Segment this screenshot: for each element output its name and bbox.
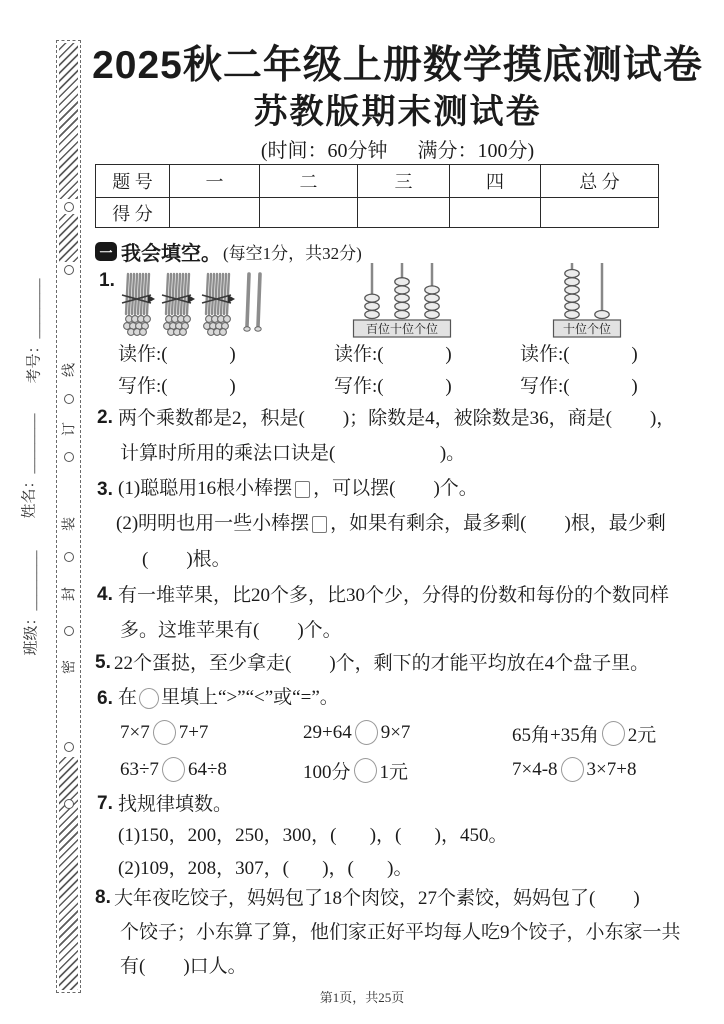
cmp-right: 2元: [627, 725, 657, 746]
question-1-number: 1.: [99, 270, 115, 291]
question-3-sub-2-cont: ( )根。: [142, 549, 231, 570]
comparison-item: [303, 757, 408, 784]
score-table-header-cell: 四: [450, 165, 541, 198]
hatch-marks-upper: [59, 214, 78, 262]
cmp-right: 9×7: [380, 721, 411, 743]
question-2-line-2: 计算时所用的乘法口诀是( )。: [120, 443, 466, 464]
question-5-text: 22个蛋挞，至少拿走( )个，剩下的才能平均放在4个盘子里。: [114, 653, 650, 674]
cmp-left: 29+64: [303, 721, 352, 743]
comparison-item: [120, 757, 227, 782]
q1-read-blank: 读作:( ): [334, 344, 452, 365]
question-7-title: 找规律填数。: [118, 794, 233, 815]
page-number: 第1页，共25页: [319, 990, 405, 1005]
seal-char-feng: 封: [62, 587, 78, 601]
paper-subtitle: 苏教版期末测试卷: [253, 93, 542, 131]
circle-shape-icon: [139, 688, 159, 709]
section-one-title: 我会填空。: [121, 243, 221, 265]
q3-sub2-text: (2)明明也用一些小棒摆: [116, 513, 310, 534]
student-name-field: 姓名：________: [21, 413, 38, 519]
section-one-note: (每空1分，共32分): [223, 244, 362, 263]
score-table-header-cell: 一: [170, 165, 260, 198]
score-cell: [170, 198, 260, 228]
seal-char-ding: 订: [62, 422, 78, 436]
question-4-line-2: 多。这堆苹果有( )个。: [120, 620, 342, 641]
question-2-line-1: 两个乘数都是2，积是( )；除数是4，被除数是36，商是( )，: [118, 408, 676, 429]
score-cell: [450, 198, 541, 228]
cmp-left: 65角+35角: [512, 725, 599, 746]
question-7-sub-1: (1)150，200，250，300，( )，( )，450。: [118, 825, 508, 846]
question-3-number: 3.: [97, 479, 113, 500]
question-7-sub-2: (2)109，208，307，( )，( )。: [118, 858, 413, 879]
question-6-number: 6.: [97, 688, 113, 709]
square-shape-icon: [295, 481, 310, 498]
class-field: 班级：________: [23, 550, 40, 656]
hatch-marks-top: [59, 43, 78, 199]
question-3-sub-1: [118, 477, 478, 501]
section-one-header: [95, 237, 362, 266]
circle-shape-icon: [153, 720, 176, 745]
q3-sub1-text: ，可以摆( )个。: [313, 478, 478, 499]
question-4-number: 4.: [97, 584, 113, 605]
comparison-item: [512, 720, 656, 747]
cmp-right: 1元: [379, 762, 409, 783]
cmp-left: 7×4-8: [512, 758, 558, 780]
q6-prompt-text: 在: [118, 687, 138, 708]
square-shape-icon: [312, 516, 327, 533]
question-2-number: 2.: [97, 407, 113, 428]
comparison-item: [303, 720, 410, 745]
q3-sub1-text: (1)聪聪用16根小棒摆: [118, 478, 293, 499]
cmp-left: 7×7: [120, 721, 150, 743]
comparison-item: [512, 757, 636, 782]
section-one-badge-icon: 一: [95, 242, 117, 261]
q6-prompt-text: 里填上“>”“<”或“=”。: [161, 687, 339, 708]
svg-text:十位个位: 十位个位: [562, 322, 612, 336]
sticks-figure: [118, 268, 268, 345]
q1-read-blank: 读作:( ): [520, 344, 638, 365]
score-table: [95, 164, 659, 228]
cmp-right: 7+7: [178, 721, 209, 743]
cmp-left: 100分: [303, 762, 351, 783]
seal-circle: [64, 202, 74, 212]
q1-write-blank: 写作:( ): [118, 376, 236, 397]
seal-circle: [64, 626, 74, 636]
q1-write-blank: 写作:( ): [520, 376, 638, 397]
score-cell: [541, 198, 659, 228]
question-5-number: 5.: [95, 652, 111, 673]
seal-circle: [64, 799, 74, 809]
abacus-b-figure: [552, 260, 622, 345]
seal-char-mi: 密: [62, 660, 78, 674]
seal-circle: [64, 265, 74, 275]
q1-read-blank: 读作:( ): [118, 344, 236, 365]
score-cell: [260, 198, 358, 228]
seal-char-xian: 线: [62, 363, 78, 377]
cmp-right: 64÷8: [187, 758, 227, 780]
seal-circle: [64, 742, 74, 752]
cmp-right: 3×7+8: [586, 758, 637, 780]
comparison-item: [120, 720, 208, 745]
question-8-line-1: 大年夜吃饺子，妈妈包了18个肉饺，27个素饺，妈妈包了( ): [114, 888, 640, 909]
score-table-header-cell: 总 分: [541, 165, 659, 198]
question-4-line-1: 有一堆苹果，比20个多，比30个少，分得的份数和每份的个数同样: [118, 585, 670, 606]
question-8-line-2: 个饺子；小东算了算，他们家正好平均每人吃9个饺子，小东家一共: [120, 922, 681, 943]
seal-circle: [64, 552, 74, 562]
seal-circle: [64, 452, 74, 462]
score-table-header-cell: 二: [260, 165, 358, 198]
time-score-info: (时间：60分钟 满分：100分): [260, 140, 535, 162]
question-6-prompt: [118, 686, 339, 710]
paper-title: 2025秋二年级上册数学摸底测试卷: [92, 44, 703, 87]
question-3-sub-2: [116, 512, 666, 536]
circle-shape-icon: [602, 721, 625, 746]
circle-shape-icon: [162, 757, 185, 782]
q1-write-blank: 写作:( ): [334, 376, 452, 397]
score-cell: [358, 198, 450, 228]
score-table-header-cell: 三: [358, 165, 450, 198]
svg-text:百位十位个位: 百位十位个位: [365, 322, 439, 336]
circle-shape-icon: [355, 720, 378, 745]
seal-circle: [64, 394, 74, 404]
score-table-header-cell: 题 号: [96, 165, 170, 198]
q3-sub2-text: ，如果有剩余，最多剩( )根，最少剩: [330, 513, 666, 534]
seal-char-zhuang: 装: [62, 517, 78, 531]
question-7-number: 7.: [97, 793, 113, 814]
cmp-left: 63÷7: [120, 758, 159, 780]
circle-shape-icon: [561, 757, 584, 782]
hatch-marks-bottom: [59, 757, 78, 990]
seal-line-strip: [56, 40, 81, 993]
question-8-number: 8.: [95, 887, 111, 908]
exam-number-field: 考号：________: [26, 278, 43, 384]
abacus-a-figure: [352, 260, 452, 345]
question-8-line-3: 有( )口人。: [120, 956, 247, 977]
circle-shape-icon: [354, 758, 377, 783]
score-row-label: 得 分: [96, 198, 170, 228]
